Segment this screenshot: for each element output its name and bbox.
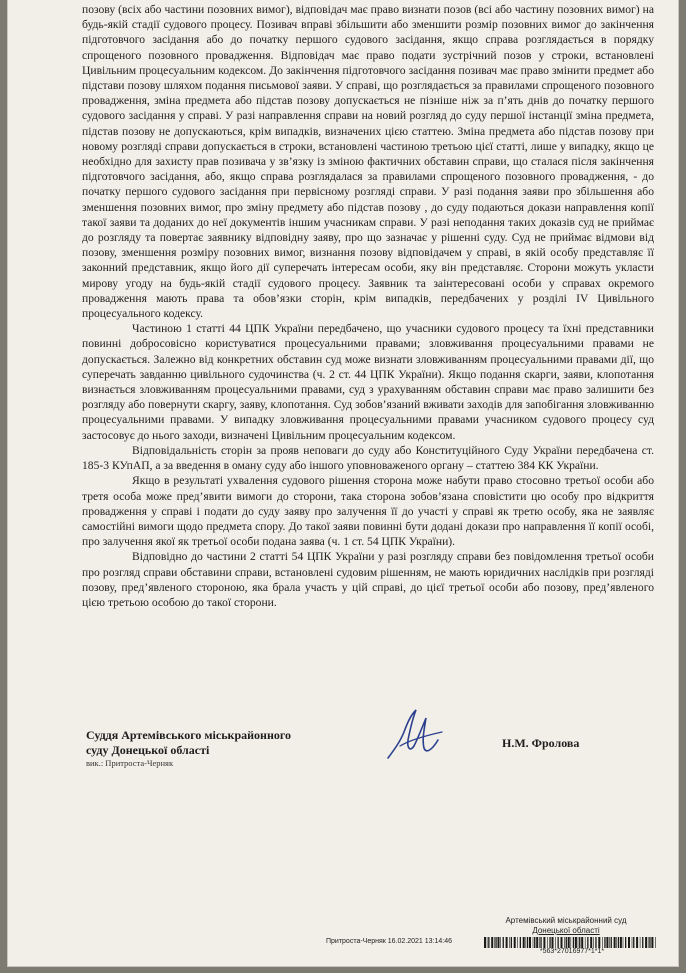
paragraph-1: позову (всіх або частини позовних вимог), відповідач має право визнати позов (всі або частину позовних вимог) на будь-якій стадії судового процесу. Позивач вправі збільшити або зменшити розмір позовних вимог до закінчення підготовчого засідання або до початку першого судового засідання, якщо справа розглядається в порядку спрощеного позовного провадження. Відповідач має право подати зустрічний позов у строки, встановлені Цивільним процесуальним кодексом. До закінчення підготовчого засідання позивач має право змінити предмет або підстави позову шляхом подання письмової заяви. У справі, що розглядається за правилами спрощеного позовного провадження, зміна предмета або підстав позову допускається не пізніше ніж за п’ять днів до початку першого судового засідання у справі. У разі направлення справи на новий розгляд до суду першої інстанції зміна предмета, підстав позову не допускаються, крім випадків, визначених цією статтею. Зміна предмета або підстав позову при новому розгляді справи допускається в строки, встановлені частиною третьою цієї статті, лише у випадку, якщо це необхідно для захисту прав позивача у зв’язку із зміною фактичних обставин справи, що сталася після закінчення підготовчого засідання, або, якщо справа розглядалася за правилами спрощеного позовного провадження, - до початку першого судового засідання при первісному розгляді справи. У разі подання заяви про збільшення або зменшення позовних вимог, про зміну предмету або підстав позову , до суду подаються докази направлення копії такої заяви та доданих до неї документів іншим учасникам справи. У разі неподання таких доказів суд не приймає до розгляду та повертає заявнику відповідну заяву, про що зазначає у рішенні суду. Суд не приймає відмови від позову, зменшення розміру позовних вимог, визнання позову відповідачем у справі, в якій особу представляє її законний представник, якщо його дії суперечать інтересам особи, яку він представляє. Сторони можуть укласти мирову угоду на будь-якій стадії судового процесу. Заявник та заінтересовані особи у справах окремого провадження мають права та обов’язки сторін, крім випадків, передбачених у розділі IV Цивільного процесуального кодексу.: [82, 3, 654, 321]
barcode-bar: [523, 937, 525, 948]
document-body: [82, 2, 654, 610]
barcode-bar: [547, 937, 548, 948]
barcode-bar: [651, 937, 653, 948]
barcode-bar: [555, 937, 556, 948]
document-page: [8, 0, 678, 966]
barcode-bar: [534, 937, 535, 948]
barcode-bar: [543, 937, 545, 948]
barcode-bar: [520, 937, 521, 948]
judge-title-block: [86, 728, 291, 768]
barcode-bar: [564, 937, 565, 948]
barcode-number: *563*27016977*1*1*: [539, 948, 605, 955]
barcode-bar: [540, 937, 541, 948]
barcode-bar: [611, 937, 612, 948]
stamp-court-line2: Донецької області: [532, 925, 600, 935]
barcode-bar: [623, 937, 624, 948]
paragraph-4: Якщо в результаті ухвалення судового рішення сторона може набути право стосовно третьої особи або третя особа може пред’явити вимоги до сторони, така сторона зобов’язана сповістити цю особу про відкриття провадження у справі і подати до суду заяву про залучення її до участі у справі як третю особу, яка не заявляє самостійні вимоги щодо предмета спору. До такої заяви повинні бути додані докази про направлення її копії особі, про залучення якої як третьої особи подана заява (ч. 1 ст. 54 ЦПК України).: [82, 474, 654, 549]
barcode-bar: [606, 937, 608, 948]
judge-title-line2: суду Донецької області: [86, 743, 210, 757]
barcode-bar: [500, 937, 501, 948]
barcode-bar: [590, 937, 592, 948]
barcode-bar: [649, 937, 650, 948]
stamp-court-line1: Артемівський міськрайонний суд: [505, 916, 627, 925]
barcode-bar: [533, 937, 534, 948]
barcode-bar: [552, 937, 554, 948]
barcode-bar: [618, 937, 619, 948]
barcode-bar: [587, 937, 588, 948]
barcode-bar: [581, 937, 583, 948]
barcode-bar: [593, 937, 594, 948]
barcode-bar: [511, 937, 512, 948]
barcode-bar: [598, 937, 600, 948]
barcode-bar: [536, 937, 538, 948]
barcode-bar: [503, 937, 504, 948]
barcode-bar: [636, 937, 638, 948]
barcode-bar: [632, 937, 633, 948]
barcode-bar: [517, 937, 518, 948]
barcode-bar: [491, 937, 493, 948]
court-stamp: [478, 916, 654, 935]
barcode-bar: [561, 937, 563, 948]
paragraph-2: Частиною 1 статті 44 ЦПК України передбачено, що учасники судового процесу та їхні представники повинні добросовісно користуватися процесуальними правами; зловживання процесуальними правами не допускається. Залежно від конкретних обставин суд може визнати зловживанням процесуальними правами дії, що суперечать завданню цивільного судочинства (ч. 2 ст. 44 ЦПК України). Якщо подання скарги, заяви, клопотання визнається зловживанням процесуальними правами, суд з урахуванням обставин справи має право залишити без розгляду або повернути скаргу, заяву, клопотання. Суд зобов’язаний вживати заходів для запобігання зловживанню процесуальними правами. У випадку зловживання процесуальними правами учасником судового процесу суд застосовує до нього заходи, визначені Цивільним процесуальним кодексом.: [82, 322, 654, 442]
barcode-bar: [648, 937, 649, 948]
barcode-bar: [488, 937, 489, 948]
barcode-bar: [573, 937, 574, 948]
barcode-bar: [526, 937, 527, 948]
barcode-bar: [633, 937, 634, 948]
barcode-bar: [494, 937, 495, 948]
barcode-bar: [645, 937, 647, 948]
barcode-bar: [498, 937, 500, 948]
judge-name: Н.М. Фролова: [502, 736, 580, 750]
barcode-bar: [602, 937, 603, 948]
registration-footer: Притроста-Черняк 16.02.2021 13:14:46: [326, 938, 453, 945]
barcode-bar: [506, 937, 508, 948]
paragraph-3: Відповідальність сторін за прояв неповаги до суду або Конституційного Суду України передбачена ст. 185-3 КУпАП, а за введення в оману суду або іншого уповноваженого органу – статтею 384 КК України.: [82, 443, 654, 473]
barcode-bar: [585, 937, 586, 948]
barcode-bar: [566, 937, 567, 948]
barcode-bar: [575, 937, 577, 948]
barcode-bar: [539, 937, 540, 948]
barcode-bar: [527, 937, 528, 948]
barcode: [484, 937, 656, 948]
barcode-bar: [529, 937, 531, 948]
barcode-bar: [655, 937, 656, 948]
barcode-bar: [487, 937, 488, 948]
barcode-bar: [509, 937, 510, 948]
barcode-bar: [514, 937, 516, 948]
barcode-bar: [625, 937, 626, 948]
paragraph-5: Відповідно до частини 2 статті 54 ЦПК України у разі розгляду справи без повідомлення третьої особи про розгляд справи обставини справи, встановлені судовим рішенням, не мають юридичних наслідків при розгляді позову, пред’явленого стороною, яка брала участь у цій справі, до цієї третьої особи або позову, пред’явленого цією третьою особою до такої сторони.: [82, 550, 654, 609]
barcode-bar: [568, 937, 570, 948]
judge-title-line1: Суддя Артемівського міськрайонного: [86, 728, 292, 742]
handwritten-signature: [380, 706, 450, 766]
barcode-bar: [579, 937, 580, 948]
barcode-bar: [628, 937, 630, 948]
barcode-bar: [614, 937, 616, 948]
barcode-bar: [495, 937, 496, 948]
barcode-bar: [558, 937, 559, 948]
barcode-bar: [609, 937, 610, 948]
barcode-bar: [640, 937, 641, 948]
barcode-bar: [620, 937, 622, 948]
executor-label: вик.: Притроста-Черняк: [86, 758, 174, 768]
barcode-bar: [484, 937, 486, 948]
barcode-bar: [604, 937, 605, 948]
barcode-bar: [578, 937, 579, 948]
barcode-bar: [549, 937, 550, 948]
barcode-bar: [642, 937, 643, 948]
barcode-bar: [571, 937, 572, 948]
barcode-bar: [595, 937, 596, 948]
barcode-bar: [616, 937, 617, 948]
